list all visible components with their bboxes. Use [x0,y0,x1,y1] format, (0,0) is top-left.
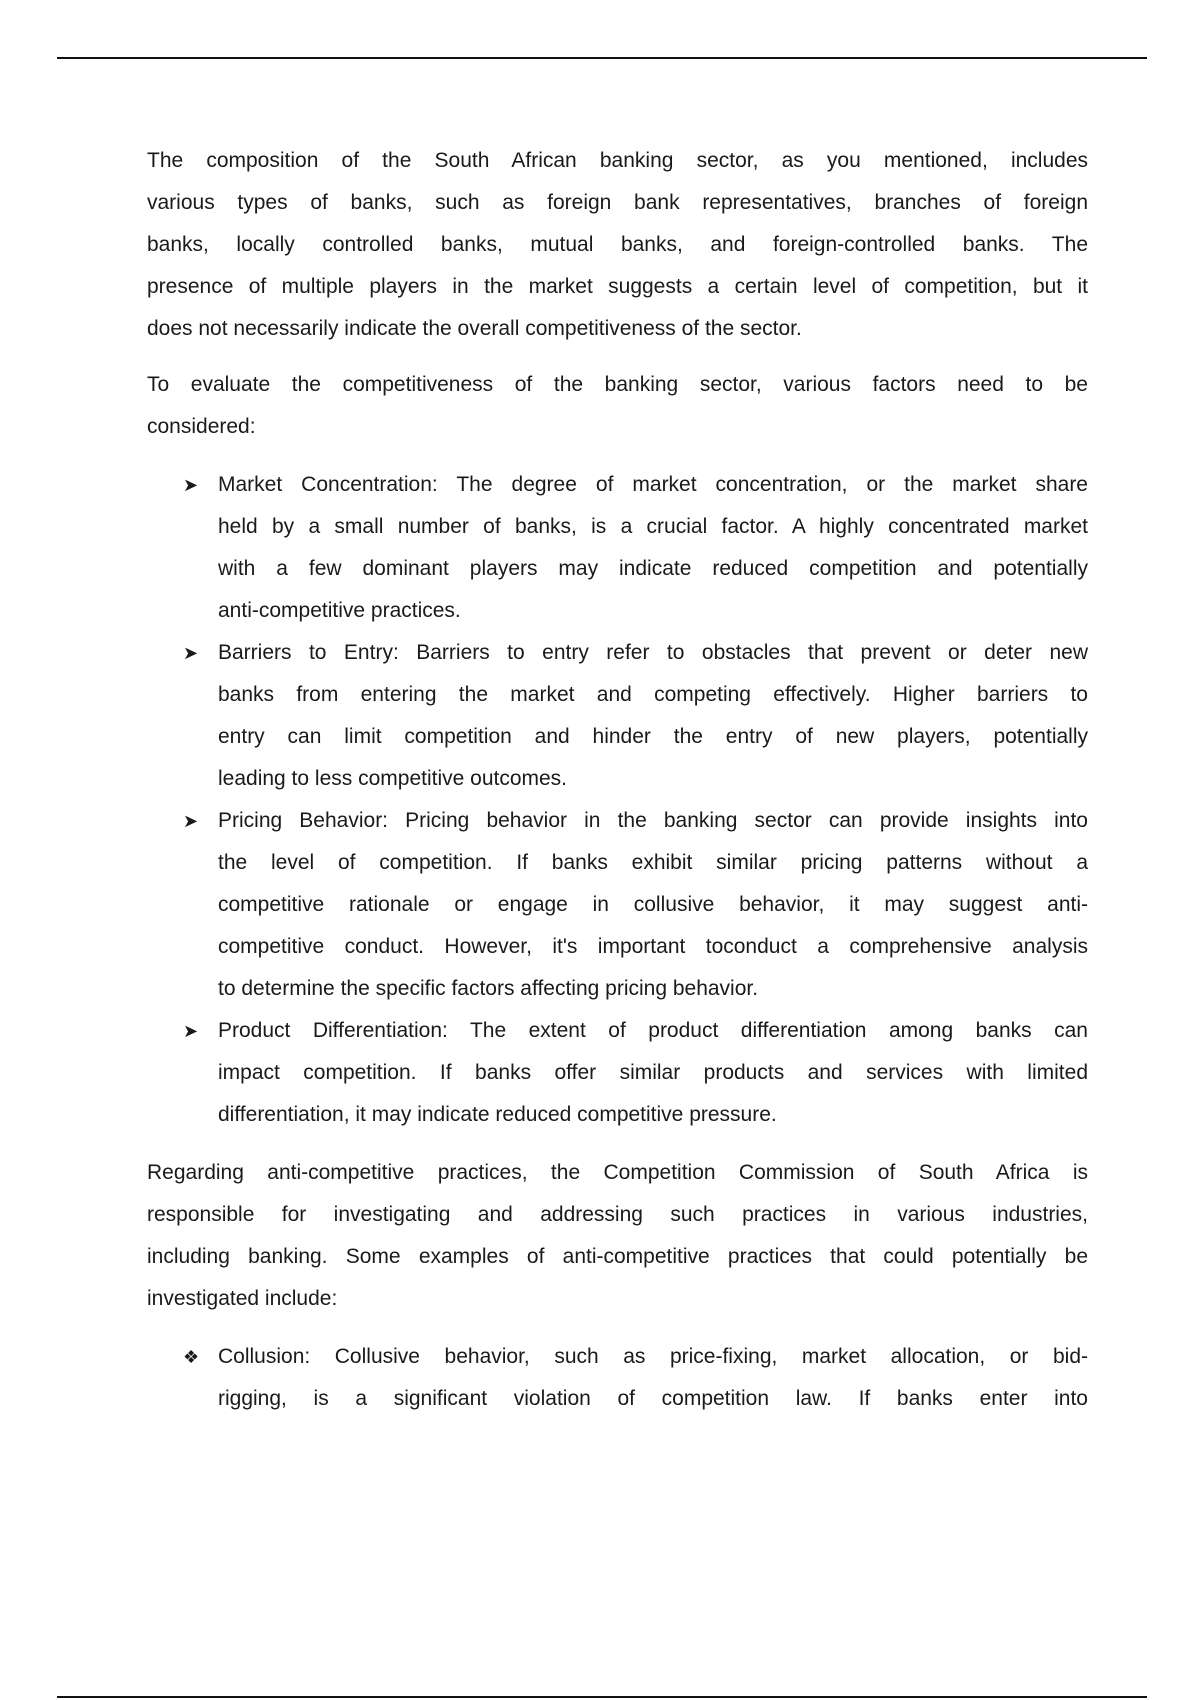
header-rule [57,57,1147,59]
text-line: Regarding anti-competitive practices, the Competition Commission of South Africa is [147,1161,1088,1184]
text-line: held by a small number of banks, is a crucial factor. A highly concentrated market [218,515,1088,538]
text-line: Barriers to Entry: Barriers to entry refer to obstacles that prevent or deter new [218,641,1088,664]
text-line: banks, locally controlled banks, mutual banks, and foreign-controlled banks. The [147,233,1088,256]
text-line: investigated include: [147,1287,338,1310]
list-item [147,1010,1088,1136]
page-body [147,140,1088,1436]
list-item [147,632,1088,800]
diamond-bullet-icon: ❖ [183,1347,200,1367]
text-line: does not necessarily indicate the overall competitiveness of the sector. [147,317,802,340]
paragraph [147,140,1088,350]
text-line: competitive rationale or engage in collusive behavior, it may suggest anti- [218,893,1088,916]
arrowhead-bullet-icon: ➤ [183,1021,199,1041]
arrowhead-bullet-icon: ➤ [183,811,199,831]
text-line: To evaluate the competitiveness of the banking sector, various factors need to be [147,373,1088,396]
text-line: Pricing Behavior: Pricing behavior in the banking sector can provide insights into [218,809,1088,832]
text-line: banks from entering the market and competing effectively. Higher barriers to [218,683,1088,706]
text-line: Product Differentiation: The extent of product differentiation among banks can [218,1019,1088,1042]
list-item [147,1336,1088,1420]
arrowhead-bullet-icon: ➤ [183,643,199,663]
text-line: entry can limit competition and hinder the entry of new players, potentially [218,725,1088,748]
text-line: to determine the specific factors affecting pricing behavior. [218,977,759,1000]
text-line: various types of banks, such as foreign bank representatives, branches of foreign [147,191,1088,214]
text-line: presence of multiple players in the market suggests a certain level of competition, but it [147,275,1088,298]
text-line: anti-competitive practices. [218,599,461,622]
text-line: Collusion: Collusive behavior, such as price-fixing, market allocation, or bid- [218,1345,1088,1368]
text-line: the level of competition. If banks exhibit similar pricing patterns without a [218,851,1088,874]
text-line: responsible for investigating and addressing such practices in various industries, [147,1203,1088,1226]
text-line: The composition of the South African banking sector, as you mentioned, includes [147,149,1088,172]
text-line: competitive conduct. However, it's important toconduct a comprehensive analysis [218,935,1088,958]
practices-list [147,1336,1088,1420]
paragraph [147,1152,1088,1320]
factors-list [147,464,1088,1136]
text-line: considered: [147,415,256,438]
text-line: leading to less competitive outcomes. [218,767,568,790]
text-line: with a few dominant players may indicate reduced competition and potentially [218,557,1088,580]
arrowhead-bullet-icon: ➤ [183,475,199,495]
text-line: rigging, is a significant violation of competition law. If banks enter into [218,1387,1088,1410]
text-line: Market Concentration: The degree of market concentration, or the market share [218,473,1088,496]
footer-rule [57,1696,1147,1698]
list-item [147,464,1088,632]
paragraph [147,364,1088,448]
text-line: impact competition. If banks offer similar products and services with limited [218,1061,1088,1084]
text-line: differentiation, it may indicate reduced competitive pressure. [218,1103,777,1126]
list-item [147,800,1088,1010]
text-line: including banking. Some examples of anti-competitive practices that could potentially be [147,1245,1088,1268]
